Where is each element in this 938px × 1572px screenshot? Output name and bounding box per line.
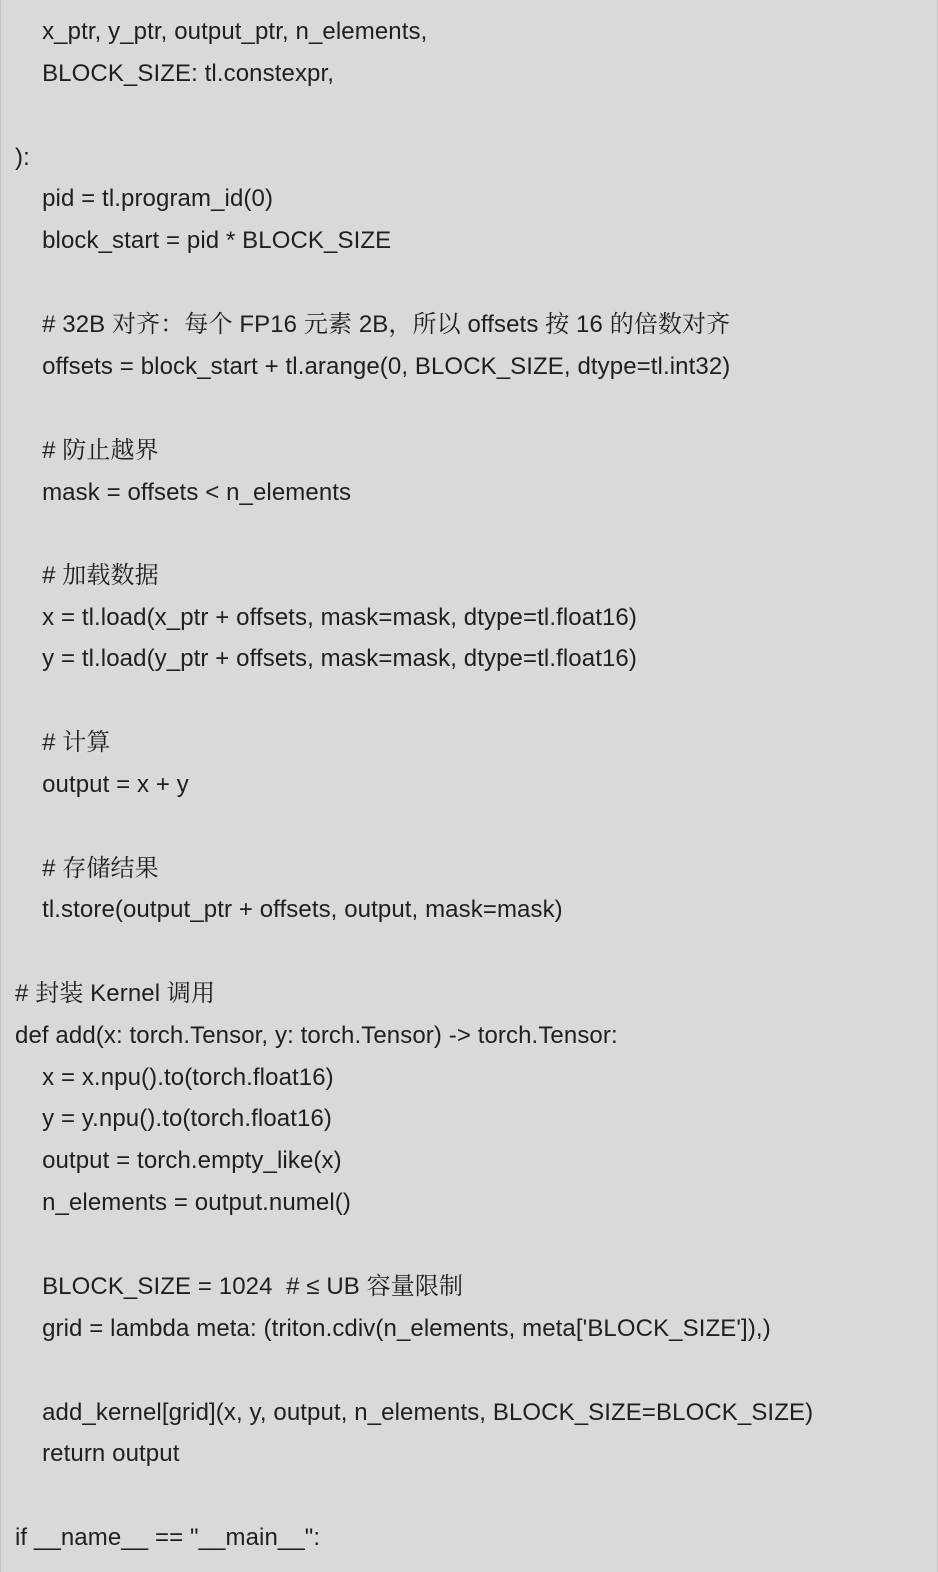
code-line: grid = lambda meta: (triton.cdiv(n_elements, meta['BLOCK_SIZE']),) (15, 1315, 771, 1342)
code-line: add_kernel[grid](x, y, output, n_elements, BLOCK_SIZE=BLOCK_SIZE) (15, 1399, 814, 1426)
code-line: BLOCK_SIZE: tl.constexpr, (15, 60, 335, 87)
code-line: pid = tl.program_id(0) (15, 185, 274, 212)
code-line: return output (15, 1440, 180, 1467)
code-line: # 计算 (15, 729, 111, 756)
code-line: def add(x: torch.Tensor, y: torch.Tensor) -> torch.Tensor: (15, 1022, 618, 1049)
code-line: mask = offsets < n_elements (15, 479, 352, 506)
code-line: x_ptr, y_ptr, output_ptr, n_elements, (15, 18, 428, 45)
code-line: if __name__ == "__main__": (15, 1524, 321, 1551)
code-line: # 加载数据 (15, 562, 159, 589)
code-line: tl.store(output_ptr + offsets, output, mask=mask) (15, 896, 563, 923)
code-line: offsets = block_start + tl.arange(0, BLOCK_SIZE, dtype=tl.int32) (15, 353, 731, 380)
code-line: output = x + y (15, 771, 189, 798)
code-line: output = torch.empty_like(x) (15, 1147, 342, 1174)
code-line: # 封装 Kernel 调用 (15, 980, 216, 1007)
code-line: y = y.npu().to(torch.float16) (15, 1105, 332, 1132)
code-line: n_elements = output.numel() (15, 1189, 351, 1216)
code-line: BLOCK_SIZE = 1024 # ≤ UB 容量限制 (15, 1273, 464, 1300)
code-line: x = tl.load(x_ptr + offsets, mask=mask, dtype=tl.float16) (15, 604, 637, 631)
code-line: # 存储结果 (15, 855, 159, 882)
code-line: y = tl.load(y_ptr + offsets, mask=mask, dtype=tl.float16) (15, 645, 637, 672)
code-line: block_start = pid * BLOCK_SIZE (15, 227, 392, 254)
code-line: # 防止越界 (15, 437, 159, 464)
code-line: ): (15, 144, 30, 171)
code-line: # 32B 对齐：每个 FP16 元素 2B，所以 offsets 按 16 的倍数对齐 (15, 311, 731, 338)
code-line: x = x.npu().to(torch.float16) (15, 1064, 334, 1091)
